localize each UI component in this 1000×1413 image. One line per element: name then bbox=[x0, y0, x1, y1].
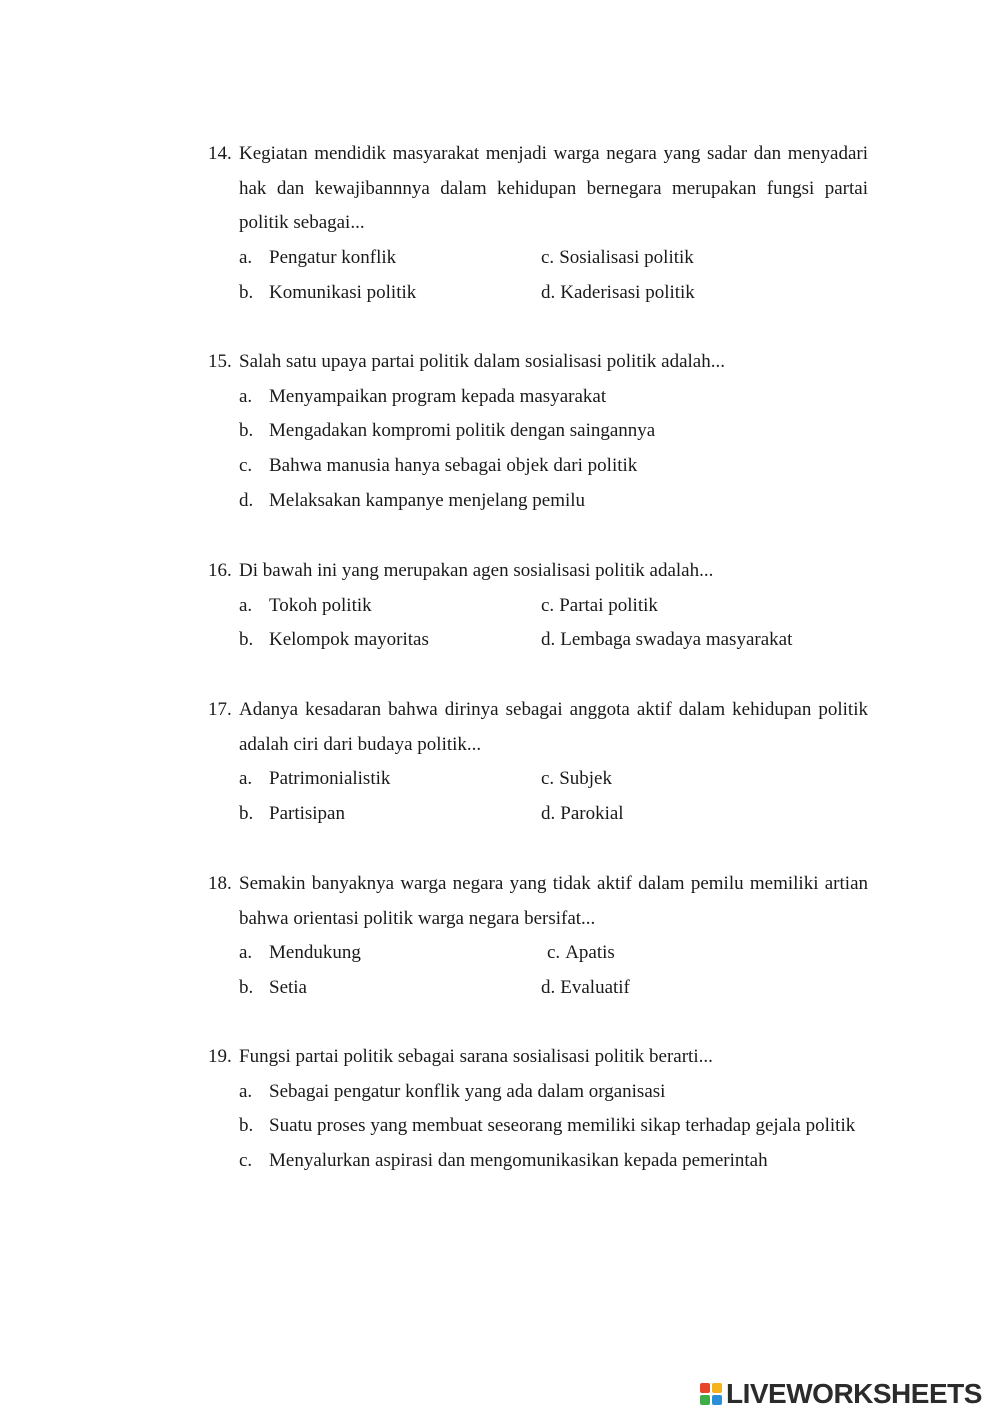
option-d[interactable]: d. Evaluatif bbox=[541, 977, 630, 999]
question-14 bbox=[208, 137, 868, 310]
question-16 bbox=[208, 554, 868, 658]
option-a[interactable]: a. Pengatur konflik bbox=[239, 247, 397, 269]
option-c[interactable]: c. Sosialisasi politik bbox=[541, 247, 694, 269]
option-a[interactable]: a. Mendukung bbox=[239, 942, 361, 964]
option-d[interactable]: d. Melaksakan kampanye menjelang pemilu bbox=[239, 489, 586, 511]
option-b[interactable]: b. Setia bbox=[239, 977, 307, 999]
option-b[interactable]: b. Suatu proses yang membuat seseorang memiliki sikap terhadap gejala politik bbox=[239, 1115, 856, 1137]
option-a[interactable]: a. Patrimonialistik bbox=[239, 768, 391, 790]
question-number: 19. bbox=[208, 1046, 232, 1067]
option-c[interactable]: c. Menyalurkan aspirasi dan mengomunikasikan kepada pemerintah bbox=[239, 1150, 768, 1172]
question-stem: Semakin banyaknya warga negara yang tidak aktif dalam pemilu memiliki artian bahwa orientasi politik warga negara bersifat... bbox=[239, 873, 868, 929]
option-a[interactable]: a. Menyampaikan program kepada masyarakat bbox=[239, 385, 607, 407]
question-19 bbox=[208, 1040, 868, 1179]
logo-square bbox=[712, 1383, 722, 1393]
question-17 bbox=[208, 693, 868, 832]
option-c[interactable]: c. Subjek bbox=[541, 768, 612, 790]
question-stem: Kegiatan mendidik masyarakat menjadi warga negara yang sadar dan menyadari hak dan kewajibannnya dalam kehidupan bernegara merupakan fungsi partai politik sebagai... bbox=[239, 143, 868, 234]
option-b[interactable]: b. Kelompok mayoritas bbox=[239, 629, 429, 651]
logo-square bbox=[712, 1395, 722, 1405]
question-number: 14. bbox=[208, 143, 232, 164]
question-stem: Salah satu upaya partai politik dalam sosialisasi politik adalah... bbox=[239, 351, 725, 372]
question-number: 15. bbox=[208, 351, 232, 372]
option-c[interactable]: c. Bahwa manusia hanya sebagai objek dari politik bbox=[239, 455, 638, 477]
option-c[interactable]: c. Apatis bbox=[547, 942, 615, 964]
option-a[interactable]: a. Tokoh politik bbox=[239, 594, 372, 616]
question-number: 18. bbox=[208, 873, 232, 894]
question-number: 17. bbox=[208, 699, 232, 720]
liveworksheets-logo bbox=[700, 1378, 982, 1410]
option-b[interactable]: b. Mengadakan kompromi politik dengan saingannya bbox=[239, 420, 656, 442]
logo-square bbox=[700, 1395, 710, 1405]
option-d[interactable]: d. Kaderisasi politik bbox=[541, 281, 695, 303]
liveworksheets-logo-text: LIVEWORKSHEETS bbox=[726, 1378, 982, 1409]
question-15 bbox=[208, 345, 868, 519]
question-stem: Adanya kesadaran bahwa dirinya sebagai anggota aktif dalam kehidupan politik adalah ciri dari budaya politik... bbox=[239, 699, 868, 755]
logo-square bbox=[700, 1383, 710, 1393]
question-number: 16. bbox=[208, 560, 232, 581]
option-a[interactable]: a. Sebagai pengatur konflik yang ada dalam organisasi bbox=[239, 1080, 666, 1102]
option-d[interactable]: d. Lembaga swadaya masyarakat bbox=[541, 629, 793, 651]
question-stem: Fungsi partai politik sebagai sarana sosialisasi politik berarti... bbox=[239, 1046, 713, 1067]
option-b[interactable]: b. Komunikasi politik bbox=[239, 281, 417, 303]
option-c[interactable]: c. Partai politik bbox=[541, 594, 658, 616]
option-d[interactable]: d. Parokial bbox=[541, 803, 624, 825]
question-18 bbox=[208, 867, 868, 1006]
question-stem: Di bawah ini yang merupakan agen sosialisasi politik adalah... bbox=[239, 560, 714, 581]
liveworksheets-logo-icon bbox=[700, 1383, 722, 1405]
option-b[interactable]: b. Partisipan bbox=[239, 803, 345, 825]
